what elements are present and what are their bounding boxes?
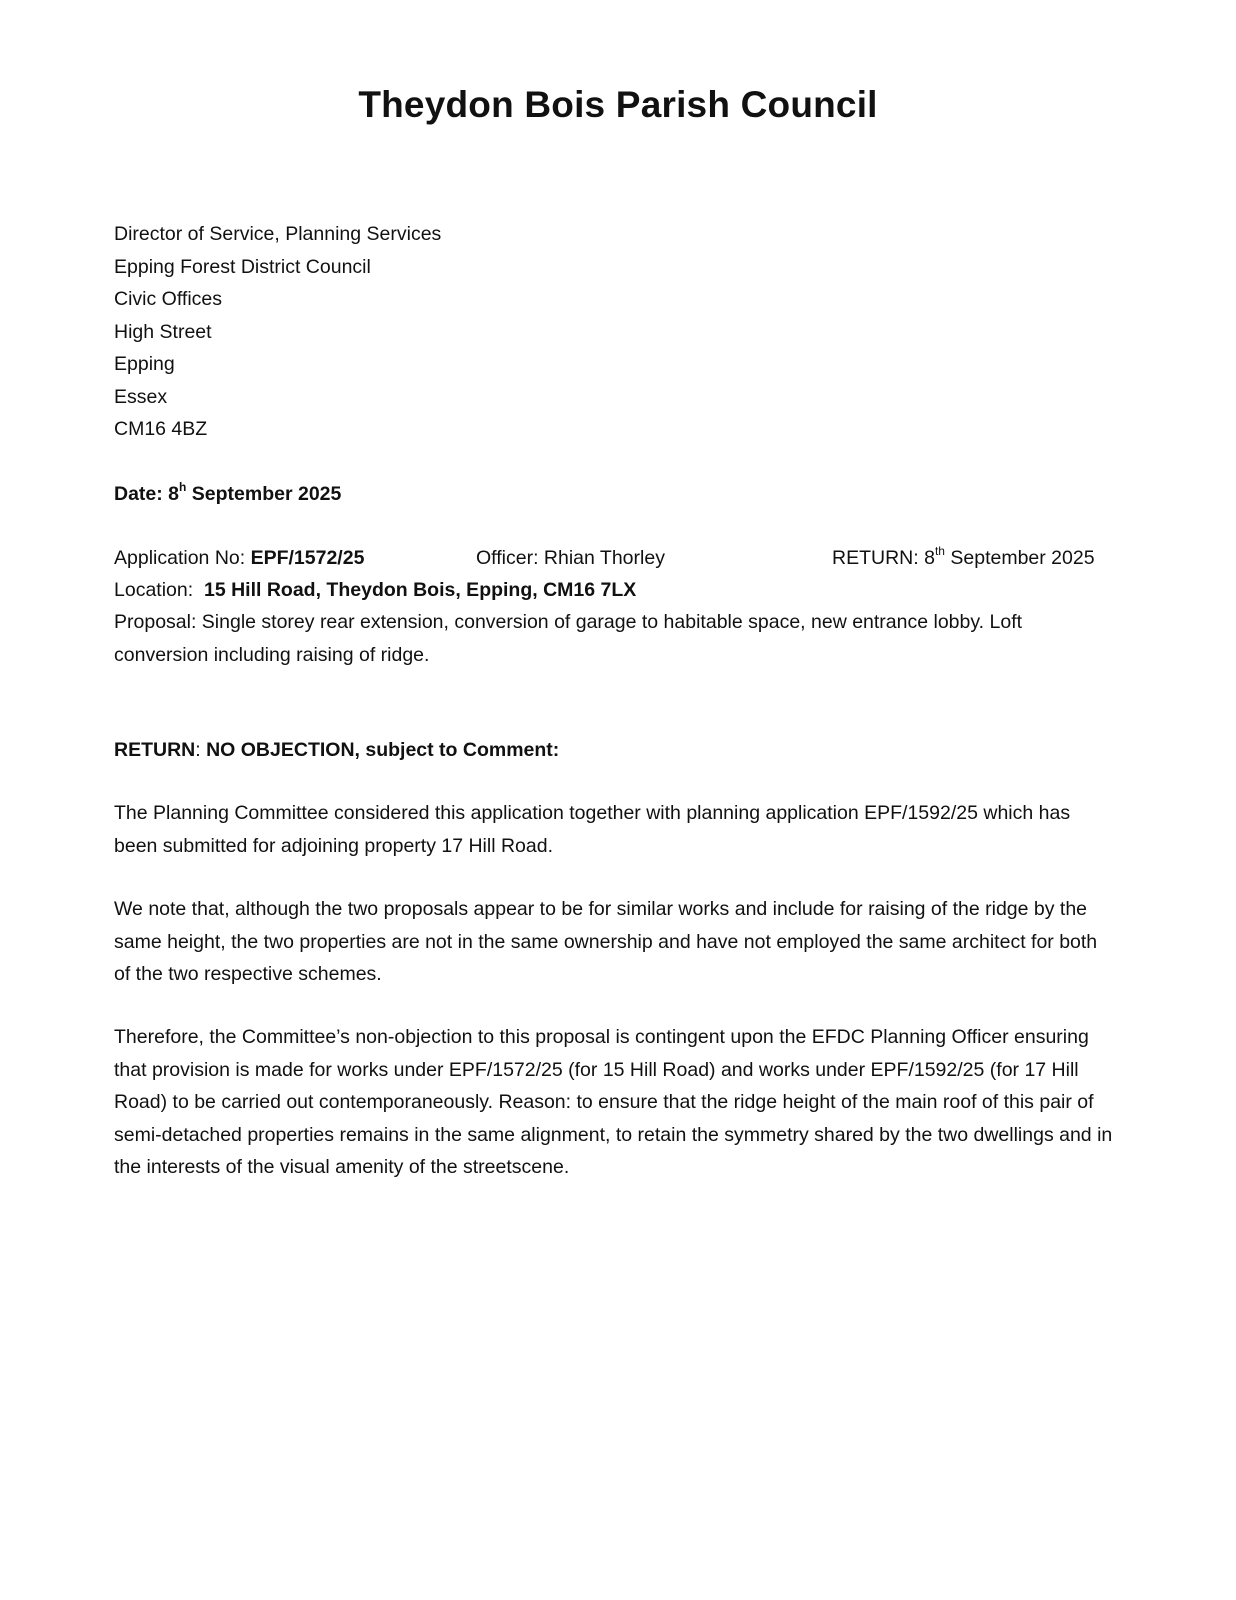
address-line: Director of Service, Planning Services (114, 223, 442, 245)
date-label: Date: 8 (114, 483, 180, 505)
application-label: Application No: (114, 547, 251, 569)
address-line: Epping (114, 353, 175, 375)
location-value: 15 Hill Road, Theydon Bois, Epping, CM16 7LX (203, 579, 637, 601)
return-label: RETURN (114, 739, 196, 761)
return-colon: : (195, 739, 207, 761)
return-decision (114, 734, 559, 766)
return-decision-text: NO OBJECTION, subject to Comment: (206, 739, 560, 761)
return-date (832, 542, 1095, 574)
application-number-value: EPF/1572/25 (250, 547, 365, 569)
location-label: Location: (114, 579, 204, 601)
letter-date (114, 478, 341, 510)
paragraph: We note that, although the two proposals appear to be for similar works and include for raising of the ridge by the same height, the two properties are not in the same ownership and have not employed the same architect for both of the two respective schemes. (114, 898, 1098, 985)
return-date-rest: September 2025 (944, 547, 1095, 569)
officer: Officer: Rhian Thorley (476, 547, 665, 569)
application-number (114, 542, 364, 574)
address-line: Essex (114, 385, 168, 408)
date-rest: September 2025 (186, 483, 342, 505)
letter-title: Theydon Bois Parish Council (358, 84, 878, 125)
address-line: Epping Forest District Council (114, 255, 371, 278)
address-line: Civic Offices (114, 288, 222, 310)
address-line: CM16 4BZ (114, 418, 208, 440)
location (114, 574, 636, 606)
return-date-label: RETURN: 8 (832, 547, 935, 569)
proposal: Proposal: Single storey rear extension, conversion of garage to habitable space, new entrance lobby. Loft conversion including raising of ridge. (114, 611, 1023, 666)
application-row (114, 542, 1124, 574)
date-superscript: h (179, 479, 187, 494)
address-line: High Street (114, 320, 212, 343)
recipient-address (114, 218, 1124, 446)
paragraph: Therefore, the Committee’s non-objection to this proposal is contingent upon the EFDC Planning Officer ensuring that provision is made for works under EPF/1572/25 (for 15 Hill Road) and works under EPF/1592/25 (for 17 Hill Road) to be carried out contemporaneously. Reason: to ensure that the ridge height of the main roof of this pair of semi-detached properties remains in the same alignment, to retain the symmetry shared by the two dwellings and in the interests of the visual amenity of the streetscene. (114, 1026, 1113, 1178)
return-date-superscript: th (934, 543, 945, 558)
paragraph: The Planning Committee considered this application together with planning application EPF/1592/25 which has been submitted for adjoining property 17 Hill Road. (114, 802, 1071, 857)
